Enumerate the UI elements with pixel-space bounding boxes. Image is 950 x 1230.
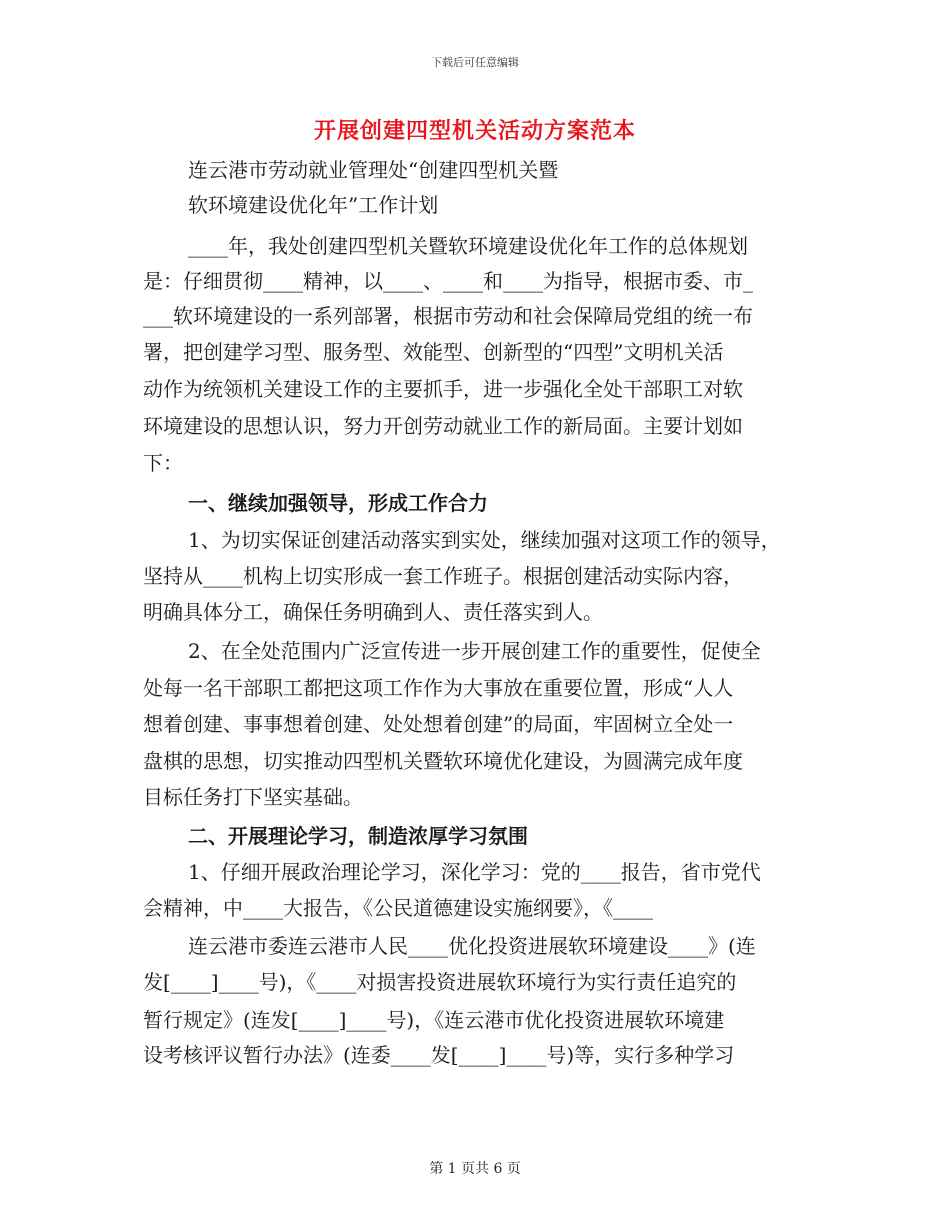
body-line: 动作为统领机关建设工作的主要抓手，进一步强化全处干部职工对软 [143,377,743,401]
body-line: 连云港市委连云港市人民____优化投资进展软环境建设____》(连 [188,934,756,958]
body-line: 目标任务打下坚实基础。 [143,785,363,809]
body-line: 盘棋的思想，切实推动四型机关暨软环境优化建设，为圆满完成年度 [143,749,743,773]
body-line: ____年，我处创建四型机关暨软环境建设优化年工作的总体规划 [188,234,748,258]
section-heading: 一、继续加强领导，形成工作合力 [188,491,488,515]
body-line: 署，把创建学习型、服务型、效能型、创新型的“四型”文明机关活 [143,340,724,364]
body-line: 2、在全处范围内广泛宣传进一步开展创建工作的重要性，促使全 [188,639,761,663]
body-line: 软环境建设优化年”工作计划 [188,193,439,217]
body-line: 连云港市劳动就业管理处“创建四型机关暨 [188,158,559,182]
body-line: 会精神，中____大报告，《公民道德建设实施纲要》，《____ [143,896,653,920]
body-line: 下： [143,451,183,475]
body-line: ___软环境建设的一系列部署，根据市劳动和社会保障局党组的统一布 [143,304,753,328]
header-note: 下载后可任意编辑 [431,56,519,69]
document-title: 开展创建四型机关活动方案范本 [313,118,636,144]
body-line: 1、为切实保证创建活动落实到实处，继续加强对这项工作的领导， [188,528,781,552]
body-line: 处每一名干部职工都把这项工作作为大事放在重要位置，形成“人人 [143,676,734,700]
body-line: 设考核评议暂行办法》(连委____发[____]____号)等，实行多种学习 [143,1043,735,1067]
body-line: 想着创建、事事想着创建、处处想着创建”的局面，牢固树立全处一 [143,712,734,736]
section-heading: 二、开展理论学习，制造浓厚学习氛围 [188,824,528,848]
body-line: 环境建设的思想认识，努力开创劳动就业工作的新局面。主要计划如 [143,414,743,438]
body-line: 是：仔细贯彻____精神，以____、____和____为指导，根据市委、市_ [143,269,753,293]
body-line: 明确具体分工，确保任务明确到人、责任落实到人。 [143,600,603,624]
page-footer: 第 1 页共 6 页 [429,1161,521,1177]
body-line: 1、仔细开展政治理论学习，深化学习：党的____报告，省市党代 [188,860,761,884]
body-line: 坚持从____机构上切实形成一套工作班子。根据创建活动实际内容， [143,564,743,588]
body-line: 暂行规定》(连发[____]____号)，《连云港市优化投资进展软环境建 [143,1008,725,1032]
body-line: 发[____]____号)，《____对损害投资进展软环境行为实行责任追究的 [143,970,737,994]
